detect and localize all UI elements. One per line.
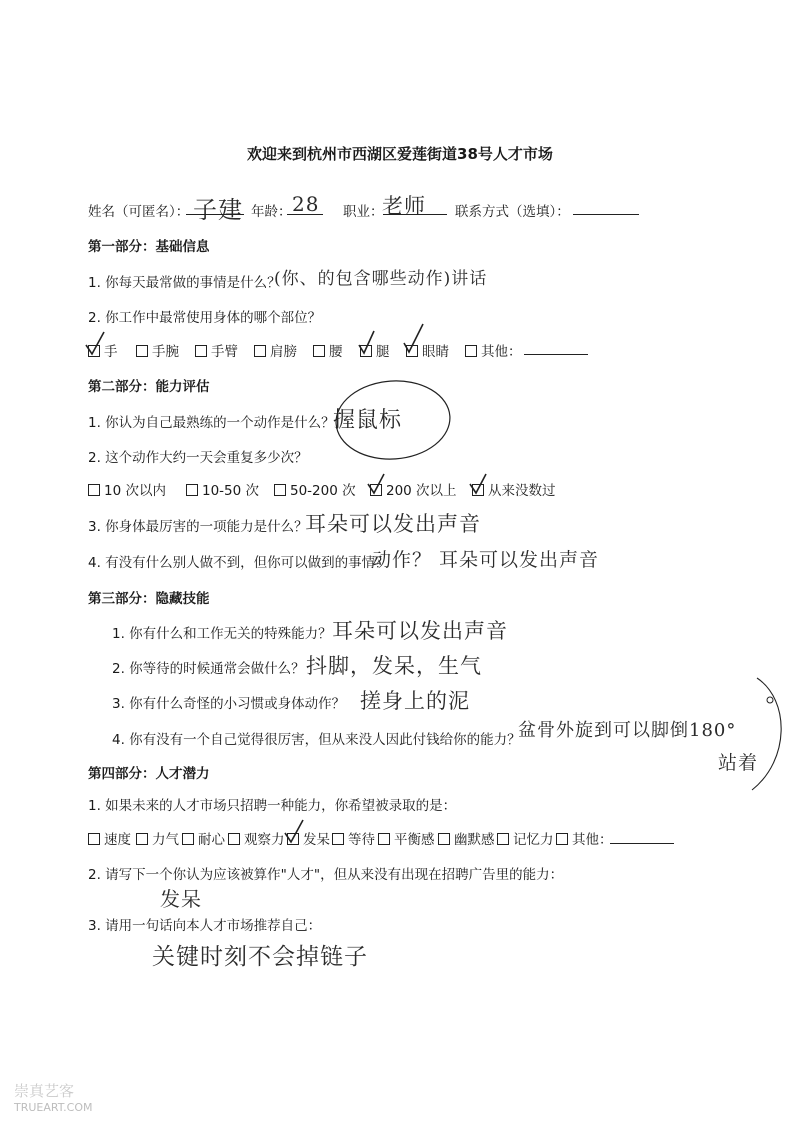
option-waiting[interactable]: 等待 (332, 831, 375, 849)
option-50-200[interactable]: 50-200 次 (274, 482, 356, 500)
age-label: 年龄： (251, 204, 292, 220)
part2-a3[interactable]: 耳朵可以发出声音 (305, 512, 481, 536)
option-other[interactable]: 其他： (465, 343, 522, 361)
part4-q2: 2. 请写下一个你认为应该被算作"人才"，但从来没有出现在招聘广告里的能力： (88, 867, 564, 883)
part3-a1[interactable]: 耳朵可以发出声音 (332, 619, 508, 643)
checkbox-patience[interactable] (182, 833, 194, 845)
part1-a1[interactable]: (你、的包含哪些动作)讲话 (274, 269, 488, 289)
checkbox-never-counted[interactable] (472, 484, 484, 496)
checkbox-observation[interactable] (228, 833, 240, 845)
name-value[interactable]: 子建 (193, 196, 243, 224)
checkbox-humor[interactable] (438, 833, 450, 845)
age-underline (287, 214, 323, 215)
option-eyes[interactable]: 眼睛 (406, 343, 449, 361)
option-wrist[interactable]: 手腕 (136, 343, 179, 361)
checkbox-speed[interactable] (88, 833, 100, 845)
checkbox-shoulder[interactable] (254, 345, 266, 357)
option-10-50[interactable]: 10-50 次 (186, 482, 259, 500)
option-waist[interactable]: 腰 (313, 343, 343, 361)
part2-q3: 3. 你身体最厉害的一项能力是什么？ (88, 519, 308, 535)
name-underline (186, 214, 244, 215)
option-hand[interactable]: 手 (88, 343, 118, 361)
option-memory[interactable]: 记忆力 (497, 831, 554, 849)
checkbox-leg[interactable] (360, 345, 372, 357)
checkbox-waist[interactable] (313, 345, 325, 357)
part4-heading: 第四部分：人才潜力 (88, 766, 210, 782)
watermark (14, 1080, 92, 1114)
checkbox-other[interactable] (465, 345, 477, 357)
part1-q2: 2. 你工作中最常使用身体的哪个部位？ (88, 310, 322, 326)
part1-heading: 第一部分：基础信息 (88, 239, 210, 255)
part4-other-field[interactable] (610, 843, 674, 844)
part3-heading: 第三部分：隐藏技能 (88, 591, 210, 607)
option-balance[interactable]: 平衡感 (378, 831, 435, 849)
page-title: 欢迎来到杭州市西湖区爱莲街道38号人才市场 (247, 145, 553, 163)
checkbox-eyes[interactable] (406, 345, 418, 357)
checkbox-daydream[interactable] (287, 833, 299, 845)
part3-a4-line1[interactable]: 盆骨外旋到可以脚倒180° (518, 720, 737, 741)
part1-q1: 1. 你每天最常做的事情是什么？ (88, 275, 281, 291)
checkbox-over-200[interactable] (370, 484, 382, 496)
option-patience[interactable]: 耐心 (182, 831, 225, 849)
watermark-url: TRUEART.COM (14, 1101, 93, 1114)
job-label: 职业： (343, 204, 384, 220)
checkbox-10-50[interactable] (186, 484, 198, 496)
part2-a1[interactable]: 握鼠标 (333, 408, 403, 433)
job-value[interactable]: 老师 (382, 194, 426, 218)
checkbox-strength[interactable] (136, 833, 148, 845)
part1-other-field[interactable] (524, 354, 588, 355)
job-underline (383, 214, 447, 215)
checkbox-waiting[interactable] (332, 833, 344, 845)
part4-a3[interactable]: 关键时刻不会掉链子 (152, 944, 368, 970)
contact-label: 联系方式（选填）： (455, 204, 570, 220)
name-label: 姓名（可匿名）： (88, 204, 190, 220)
part3-q2: 2. 你等待的时候通常会做什么？ (112, 661, 305, 677)
part3-a4-line2[interactable]: 站着 (718, 752, 759, 774)
option-under-10[interactable]: 10 次以内 (88, 482, 166, 500)
degree-mark (767, 697, 773, 703)
checkbox-other-ability[interactable] (556, 833, 568, 845)
checkbox-memory[interactable] (497, 833, 509, 845)
part3-a3[interactable]: 搓身上的泥 (360, 689, 470, 713)
part4-a2[interactable]: 发呆 (160, 887, 202, 911)
option-shoulder[interactable]: 肩膀 (254, 343, 297, 361)
checkbox-under-10[interactable] (88, 484, 100, 496)
watermark-brand: 崇真艺客 (14, 1082, 75, 1100)
part4-q1: 1. 如果未来的人才市场只招聘一种能力，你希望被录取的是： (88, 798, 457, 814)
option-observation[interactable]: 观察力 (228, 831, 285, 849)
option-arm[interactable]: 手臂 (195, 343, 238, 361)
part2-q2: 2. 这个动作大约一天会重复多少次？ (88, 450, 308, 466)
part3-q1: 1. 你有什么和工作无关的特殊能力？ (112, 626, 332, 642)
option-speed[interactable]: 速度 (88, 831, 131, 849)
checkbox-wrist[interactable] (136, 345, 148, 357)
checkbox-balance[interactable] (378, 833, 390, 845)
option-over-200[interactable]: 200 次以上 (370, 482, 457, 500)
part3-a2[interactable]: 抖脚，发呆，生气 (306, 654, 482, 678)
checkbox-hand[interactable] (88, 345, 100, 357)
option-humor[interactable]: 幽默感 (438, 831, 495, 849)
part2-a4[interactable]: 动作？ 耳朵可以发出声音 (372, 549, 600, 571)
part3-q4: 4. 你有没有一个自己觉得很厉害，但从来没人因此付钱给你的能力？ (112, 732, 521, 748)
option-strength[interactable]: 力气 (136, 831, 179, 849)
option-leg[interactable]: 腿 (360, 343, 390, 361)
option-other-ability[interactable]: 其他： (556, 831, 613, 849)
part2-q1: 1. 你认为自己最熟练的一个动作是什么？ (88, 415, 335, 431)
part2-heading: 第二部分：能力评估 (88, 379, 210, 395)
part3-q3: 3. 你有什么奇怪的小习惯或身体动作？ (112, 696, 346, 712)
option-never-counted[interactable]: 从来没数过 (472, 482, 556, 500)
checkbox-arm[interactable] (195, 345, 207, 357)
part4-q3: 3. 请用一句话向本人才市场推荐自己： (88, 918, 322, 934)
contact-field[interactable] (573, 214, 639, 215)
checkbox-50-200[interactable] (274, 484, 286, 496)
age-value[interactable]: 28 (292, 192, 320, 216)
option-daydream[interactable]: 发呆 (287, 831, 330, 849)
part2-q4: 4. 有没有什么别人做不到，但你可以做到的事情？ (88, 555, 389, 571)
